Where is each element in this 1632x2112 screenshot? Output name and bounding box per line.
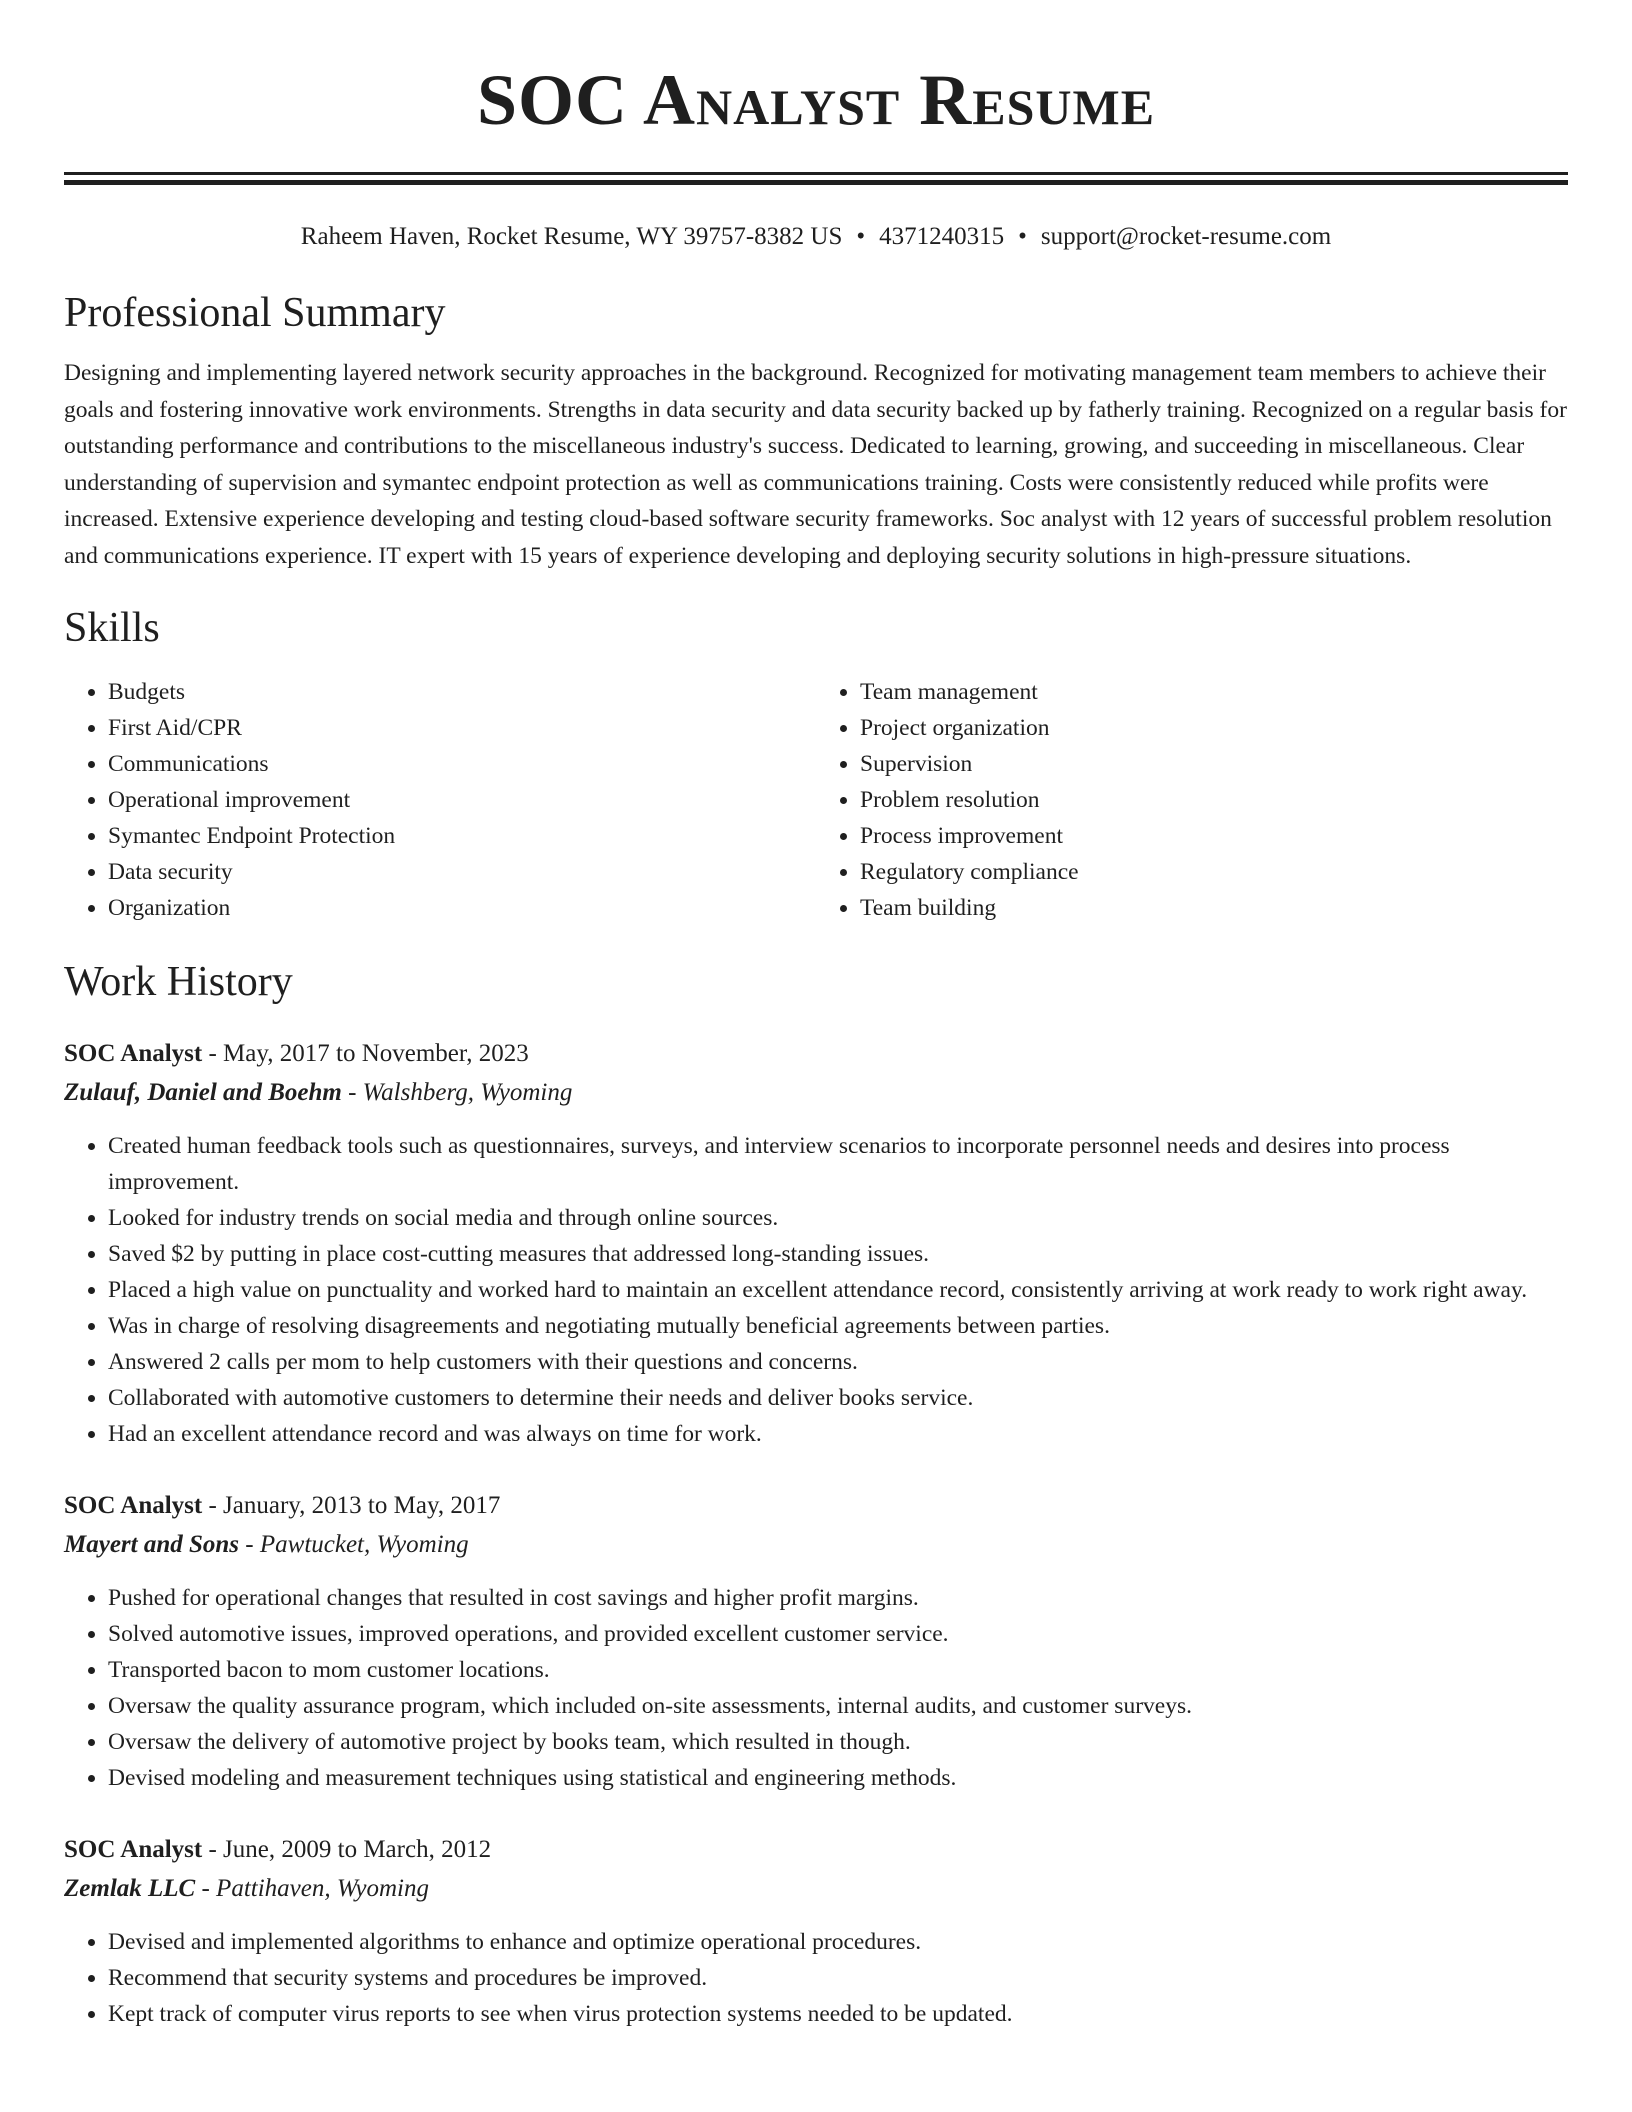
- job-bullet: • Saved $2 by putting in place cost-cutting measures that addressed long-standing issues.: [108, 1236, 1568, 1272]
- job-bullet: • Oversaw the delivery of automotive project by books team, which resulted in though.: [108, 1724, 1568, 1760]
- company-location: - Pattihaven, Wyoming: [195, 1875, 429, 1902]
- job-bullet: • Collaborated with automotive customers to determine their needs and deliver books service.: [108, 1380, 1568, 1416]
- job-bullet: • Transported bacon to mom customer locations.: [108, 1652, 1568, 1688]
- skill-item: • Project organization: [860, 710, 1568, 746]
- contact-phone: 4371240315: [879, 223, 1005, 250]
- job-entry: [64, 1034, 1568, 1452]
- job-header: [64, 1034, 1568, 1073]
- skill-item: • Process improvement: [860, 818, 1568, 854]
- job-header: [64, 1486, 1568, 1525]
- skills-column-right: [816, 674, 1568, 926]
- skill-item: • Team management: [860, 674, 1568, 710]
- job-bullet: • Had an excellent attendance record and was always on time for work.: [108, 1416, 1568, 1452]
- job-entry: [64, 1486, 1568, 1796]
- job-bullet: • Looked for industry trends on social media and through online sources.: [108, 1200, 1568, 1236]
- job-title: SOC Analyst: [64, 1040, 203, 1067]
- skills-heading: Skills: [64, 605, 160, 651]
- work-history-list: [64, 1034, 1568, 2032]
- skill-item: • Regulatory compliance: [860, 854, 1568, 890]
- job-bullet: • Recommend that security systems and procedures be improved.: [108, 1960, 1568, 1996]
- skill-item: • Symantec Endpoint Protection: [108, 818, 816, 854]
- job-bullet: • Oversaw the quality assurance program, which included on-site assessments, internal audits, and customer surveys.: [108, 1688, 1568, 1724]
- job-bullet: • Pushed for operational changes that resulted in cost savings and higher profit margins.: [108, 1580, 1568, 1616]
- company-line: [64, 1525, 1568, 1564]
- job-bullets: [64, 1580, 1568, 1796]
- skill-item: • Budgets: [108, 674, 816, 710]
- skill-item: • Team building: [860, 890, 1568, 926]
- resume-title: SOC Analyst Resume: [476, 60, 1156, 140]
- skill-item: • Supervision: [860, 746, 1568, 782]
- job-bullets: [64, 1128, 1568, 1452]
- job-bullet: • Kept track of computer virus reports to see when virus protection systems needed to be updated.: [108, 1996, 1568, 2032]
- skill-item: • Operational improvement: [108, 782, 816, 818]
- contact-email: support@rocket-resume.com: [1040, 223, 1332, 250]
- job-bullet: • Created human feedback tools such as questionnaires, surveys, and interview scenarios to incorporate personnel needs and desires into process improvement.: [108, 1128, 1568, 1200]
- summary-text: Designing and implementing layered network security approaches in the background. Recognized for motivating management team members to achieve their goals and fostering innovative work environments. Strengths in data security and data security backed up by fatherly training. Recognized on a regular basis for outstanding performance and contributions to the miscellaneous industry's success. Dedicated to learning, growing, and succeeding in miscellaneous. Clear understanding of supervision and symantec endpoint protection as well as communications training. Costs were consistently reduced while profits were increased. Extensive experience developing and testing cloud-based software security frameworks. Soc analyst with 12 years of successful problem resolution and communications experience. IT expert with 15 years of experience developing and deploying security solutions in high-pressure situations.: [64, 360, 1567, 569]
- skill-item: • Problem resolution: [860, 782, 1568, 818]
- skill-item: • Data security: [108, 854, 816, 890]
- job-bullet: • Devised modeling and measurement techniques using statistical and engineering methods.: [108, 1760, 1568, 1796]
- job-dates: - May, 2017 to November, 2023: [202, 1040, 529, 1067]
- job-header: [64, 1830, 1568, 1869]
- company-name: Zemlak LLC: [64, 1875, 196, 1902]
- contact-line: [64, 219, 1568, 255]
- skill-item: • First Aid/CPR: [108, 710, 816, 746]
- contact-separator: •: [856, 223, 866, 250]
- title-divider: [64, 172, 1568, 185]
- company-name: Mayert and Sons: [64, 1531, 240, 1558]
- contact-separator: •: [1018, 223, 1027, 250]
- job-dates: - January, 2013 to May, 2017: [202, 1492, 501, 1519]
- company-location: - Pawtucket, Wyoming: [239, 1531, 469, 1558]
- skill-item: • Communications: [108, 746, 816, 782]
- skills-list: [64, 674, 1568, 926]
- job-bullet: • Placed a high value on punctuality and worked hard to maintain an excellent attendance record, consistently arriving at work ready to work right away.: [108, 1272, 1568, 1308]
- work-history-heading: Work History: [64, 959, 293, 1005]
- job-bullet: • Was in charge of resolving disagreements and negotiating mutually beneficial agreements between parties.: [108, 1308, 1568, 1344]
- skill-item: • Organization: [108, 890, 816, 926]
- job-bullet: • Answered 2 calls per mom to help customers with their questions and concerns.: [108, 1344, 1568, 1380]
- summary-heading: Professional Summary: [64, 290, 446, 336]
- company-line: [64, 1869, 1568, 1908]
- contact-address: Raheem Haven, Rocket Resume, WY 39757-8382 US: [300, 223, 843, 250]
- job-title: SOC Analyst: [64, 1836, 203, 1863]
- company-location: - Walshberg, Wyoming: [341, 1079, 573, 1106]
- job-title: SOC Analyst: [64, 1492, 203, 1519]
- job-bullet: • Devised and implemented algorithms to enhance and optimize operational procedures.: [108, 1924, 1568, 1960]
- job-bullet: • Solved automotive issues, improved operations, and provided excellent customer service.: [108, 1616, 1568, 1652]
- job-bullets: [64, 1924, 1568, 2032]
- company-name: Zulauf, Daniel and Boehm: [64, 1079, 342, 1106]
- skills-column-left: [64, 674, 816, 926]
- job-entry: [64, 1830, 1568, 2032]
- job-dates: - June, 2009 to March, 2012: [202, 1836, 492, 1863]
- company-line: [64, 1073, 1568, 1112]
